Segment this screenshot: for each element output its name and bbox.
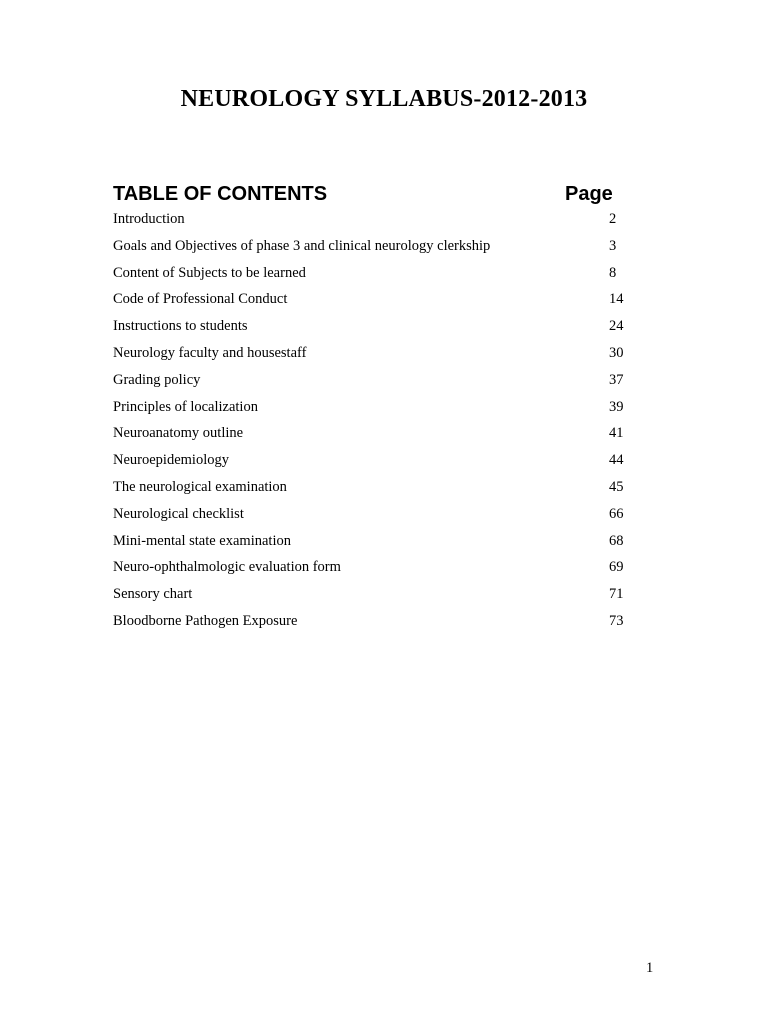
toc-entry-page: 41 bbox=[609, 425, 624, 442]
toc-entry-label: The neurological examination bbox=[113, 478, 287, 495]
toc-entry bbox=[113, 557, 633, 584]
toc-entry-page: 44 bbox=[609, 452, 624, 469]
toc-entry-label: Principles of localization bbox=[113, 398, 258, 415]
toc-entry-page: 66 bbox=[609, 505, 624, 522]
toc-entry-label: Grading policy bbox=[113, 371, 201, 388]
toc-entry bbox=[113, 531, 633, 558]
toc-entry-page: 24 bbox=[609, 318, 624, 335]
toc-entry-page: 45 bbox=[609, 478, 624, 495]
toc-entry-label: Neuroanatomy outline bbox=[113, 425, 244, 442]
toc-entry bbox=[113, 343, 633, 370]
toc-entry bbox=[113, 450, 633, 477]
toc-entry-page: 68 bbox=[609, 532, 624, 549]
toc-entry bbox=[113, 209, 633, 236]
toc-entry-label: Neurological checklist bbox=[113, 505, 244, 522]
toc-entry bbox=[113, 289, 633, 316]
toc-entry-page: 73 bbox=[609, 612, 624, 629]
toc-entry-label: Code of Professional Conduct bbox=[113, 291, 288, 308]
toc-entry bbox=[113, 477, 633, 504]
toc-entry-label: Neuro-ophthalmologic evaluation form bbox=[113, 559, 341, 576]
toc-entry bbox=[113, 423, 633, 450]
toc-header bbox=[113, 181, 633, 207]
toc-entry bbox=[113, 504, 633, 531]
toc-entry bbox=[113, 397, 633, 424]
toc-entry bbox=[113, 236, 633, 263]
toc-entry-label: Sensory chart bbox=[113, 586, 193, 603]
toc-heading: TABLE OF CONTENTS bbox=[113, 183, 328, 205]
toc-entry bbox=[113, 263, 633, 290]
toc-entry-page: 14 bbox=[609, 291, 624, 308]
toc-entry-label: Mini-mental state examination bbox=[113, 532, 291, 549]
toc-entry-label: Introduction bbox=[113, 211, 185, 227]
toc-entry-page: 39 bbox=[609, 398, 624, 415]
toc-entry-page: 30 bbox=[609, 344, 624, 361]
toc-entry bbox=[113, 584, 633, 611]
toc-entry-label: Content of Subjects to be learned bbox=[113, 264, 306, 281]
toc-entry bbox=[113, 611, 633, 638]
toc-entry bbox=[113, 316, 633, 343]
toc-entry-label: Bloodborne Pathogen Exposure bbox=[113, 612, 298, 629]
document-title: NEUROLOGY SYLLABUS-2012-2013 bbox=[180, 86, 588, 112]
toc-entry-label: Neuroepidemiology bbox=[113, 452, 229, 469]
toc-entry-label: Instructions to students bbox=[113, 318, 248, 335]
toc-entry-page: 37 bbox=[609, 371, 624, 388]
toc-entry-page: 2 bbox=[609, 211, 617, 227]
toc-entry-page: 3 bbox=[609, 237, 617, 254]
toc-list bbox=[113, 209, 633, 638]
toc-page-column-heading: Page bbox=[565, 183, 613, 205]
toc-entry bbox=[113, 370, 633, 397]
toc-entry-label: Neurology faculty and housestaff bbox=[113, 344, 307, 361]
toc-entry-page: 8 bbox=[609, 264, 617, 281]
toc-entry-label: Goals and Objectives of phase 3 and clinical neurology clerkship bbox=[113, 237, 491, 254]
toc-entry-page: 69 bbox=[609, 559, 624, 576]
toc-entry-page: 71 bbox=[609, 586, 624, 603]
page-number: 1 bbox=[646, 960, 654, 976]
